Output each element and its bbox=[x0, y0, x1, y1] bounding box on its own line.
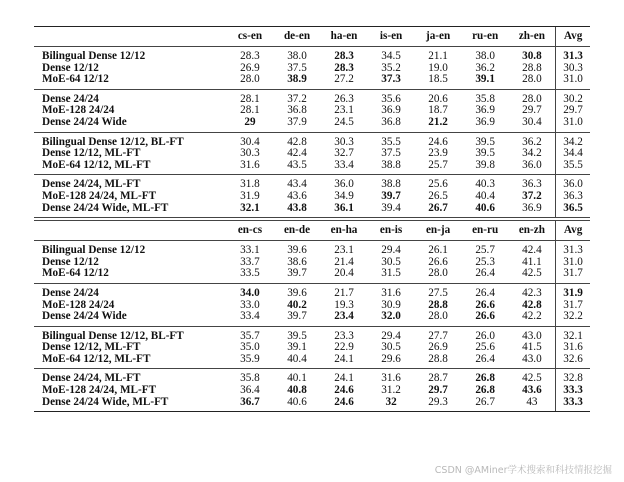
score-cell: 42.2 bbox=[522, 310, 542, 323]
score-cell: 43.4 bbox=[273, 175, 320, 191]
score-cell: 23.3 bbox=[321, 326, 368, 342]
table-row bbox=[34, 175, 590, 191]
score-cell: 33.4 bbox=[240, 310, 260, 323]
score-cell: 40.6 bbox=[287, 395, 307, 408]
score-cell: 24.6 bbox=[415, 132, 462, 148]
score-cell: 40.2 bbox=[287, 298, 307, 311]
table-row bbox=[34, 241, 590, 257]
score-cell: 18.7 bbox=[428, 104, 448, 117]
score-cell: 26.4 bbox=[475, 267, 495, 280]
avg-cell: 31.9 bbox=[556, 283, 590, 299]
score-cell: 34.9 bbox=[334, 189, 354, 202]
column-header: en-is bbox=[379, 223, 403, 236]
score-cell: 34.0 bbox=[226, 283, 273, 299]
score-cell: 40.1 bbox=[273, 369, 320, 385]
score-cell: 24.6 bbox=[334, 395, 354, 408]
column-header: zh-en bbox=[518, 29, 545, 42]
score-cell: 32.1 bbox=[240, 201, 260, 214]
score-cell: 28.7 bbox=[415, 369, 462, 385]
score-cell: 39.5 bbox=[462, 132, 509, 148]
score-cell: 39.5 bbox=[273, 326, 320, 342]
score-cell: 28.3 bbox=[334, 61, 354, 74]
score-cell: 24.1 bbox=[321, 369, 368, 385]
score-cell: 28.0 bbox=[428, 267, 448, 280]
column-header: Avg bbox=[556, 27, 590, 47]
row-label: Dense 12/12, ML-FT bbox=[42, 341, 141, 354]
score-cell: 23.1 bbox=[321, 241, 368, 257]
score-cell: 28.1 bbox=[240, 104, 260, 117]
score-cell: 39.7 bbox=[287, 267, 307, 280]
avg-cell: 34.4 bbox=[556, 148, 590, 160]
score-cell: 26.7 bbox=[428, 201, 448, 214]
score-cell: 28.1 bbox=[226, 89, 273, 105]
column-header: ha-en bbox=[330, 29, 358, 42]
row-label: Bilingual Dense 12/12, BL-FT bbox=[34, 132, 226, 148]
score-cell: 28.3 bbox=[321, 47, 368, 63]
score-cell: 36.0 bbox=[321, 175, 368, 191]
score-cell: 35.2 bbox=[381, 61, 401, 74]
avg-cell: 29.7 bbox=[556, 105, 590, 117]
score-cell: 24.5 bbox=[334, 115, 354, 128]
score-cell: 26.6 bbox=[475, 298, 495, 311]
mid-rule bbox=[34, 217, 590, 218]
watermark: CSDN @AMiner学术搜索和科技情报挖掘 bbox=[434, 465, 612, 476]
score-cell: 34.5 bbox=[368, 47, 415, 63]
score-cell: 18.5 bbox=[428, 73, 448, 86]
score-cell: 25.7 bbox=[462, 241, 509, 257]
score-cell: 30.3 bbox=[321, 132, 368, 148]
score-cell: 37.5 bbox=[287, 61, 307, 74]
score-cell: 40.3 bbox=[462, 175, 509, 191]
score-cell: 22.9 bbox=[334, 341, 354, 354]
score-cell: 39.5 bbox=[475, 147, 495, 160]
score-cell: 36.9 bbox=[522, 201, 542, 214]
table-row bbox=[34, 160, 590, 175]
score-cell: 26.7 bbox=[475, 395, 495, 408]
avg-cell: 31.0 bbox=[556, 117, 590, 132]
avg-cell: 32.1 bbox=[556, 326, 590, 342]
score-cell: 37.3 bbox=[381, 73, 401, 86]
avg-cell: 33.3 bbox=[556, 397, 590, 412]
avg-cell: 31.6 bbox=[556, 342, 590, 354]
avg-cell: 36.3 bbox=[556, 191, 590, 203]
score-cell: 43.5 bbox=[287, 158, 307, 171]
table-row bbox=[34, 385, 590, 397]
score-cell: 30.4 bbox=[226, 132, 273, 148]
score-cell: 43.6 bbox=[287, 189, 307, 202]
score-cell: 28.0 bbox=[509, 89, 556, 105]
score-cell: 41.1 bbox=[522, 255, 542, 268]
score-cell: 36.2 bbox=[475, 61, 495, 74]
header-blank bbox=[34, 27, 226, 47]
table-row bbox=[34, 268, 590, 283]
score-cell: 24.6 bbox=[334, 384, 354, 397]
score-cell: 36.0 bbox=[522, 158, 542, 171]
row-label: Dense 24/24 Wide, ML-FT bbox=[42, 395, 169, 408]
score-cell: 30.9 bbox=[381, 298, 401, 311]
column-header: ja-en bbox=[425, 29, 451, 42]
score-cell: 40.8 bbox=[287, 384, 307, 397]
row-label: MoE-128 24/24 bbox=[42, 298, 115, 311]
row-label: Dense 24/24 Wide bbox=[42, 310, 127, 323]
table-row bbox=[34, 283, 590, 299]
table-row bbox=[34, 117, 590, 132]
score-cell: 41.5 bbox=[522, 341, 542, 354]
row-label: Dense 24/24 Wide bbox=[42, 115, 127, 128]
score-cell: 35.9 bbox=[240, 352, 260, 365]
score-cell: 31.6 bbox=[368, 283, 415, 299]
score-cell: 23.4 bbox=[334, 310, 354, 323]
table-row bbox=[34, 63, 590, 75]
score-cell: 37.2 bbox=[522, 189, 542, 202]
avg-cell: 31.0 bbox=[556, 74, 590, 89]
column-header: Avg bbox=[556, 221, 590, 241]
score-cell: 40.6 bbox=[475, 201, 495, 214]
score-cell: 39.6 bbox=[273, 283, 320, 299]
score-cell: 43.6 bbox=[522, 384, 542, 397]
row-label: Dense 24/24 bbox=[34, 283, 226, 299]
score-cell: 33.5 bbox=[240, 267, 260, 280]
score-cell: 39.6 bbox=[273, 241, 320, 257]
table-header-row bbox=[34, 27, 590, 47]
score-cell: 35.6 bbox=[368, 89, 415, 105]
results-tables bbox=[34, 26, 590, 412]
score-cell: 38.0 bbox=[462, 47, 509, 63]
table-row bbox=[34, 326, 590, 342]
score-cell: 42.4 bbox=[509, 241, 556, 257]
score-cell: 42.8 bbox=[522, 298, 542, 311]
score-cell: 36.8 bbox=[287, 104, 307, 117]
score-cell: 30.5 bbox=[381, 255, 401, 268]
score-cell: 42.8 bbox=[273, 132, 320, 148]
table-row bbox=[34, 203, 590, 218]
table-row bbox=[34, 47, 590, 63]
row-label: Bilingual Dense 12/12 bbox=[34, 47, 226, 63]
row-label: Dense 12/12 bbox=[42, 61, 99, 74]
score-cell: 28.0 bbox=[428, 310, 448, 323]
score-cell: 29 bbox=[244, 115, 256, 128]
table-row bbox=[34, 354, 590, 369]
score-cell: 32.7 bbox=[334, 147, 354, 160]
row-label: MoE-64 12/12 bbox=[42, 73, 109, 86]
avg-cell: 32.2 bbox=[556, 311, 590, 326]
score-cell: 26.0 bbox=[462, 326, 509, 342]
score-cell: 26.1 bbox=[415, 241, 462, 257]
score-cell: 36.3 bbox=[509, 175, 556, 191]
score-cell: 33.1 bbox=[226, 241, 273, 257]
score-cell: 37.2 bbox=[273, 89, 320, 105]
score-cell: 27.5 bbox=[415, 283, 462, 299]
row-label: Dense 24/24 bbox=[34, 89, 226, 105]
row-label: MoE-64 12/12 bbox=[42, 267, 109, 280]
avg-cell: 34.2 bbox=[556, 132, 590, 148]
score-cell: 25.6 bbox=[475, 341, 495, 354]
score-cell: 31.6 bbox=[368, 369, 415, 385]
score-cell: 36.4 bbox=[240, 384, 260, 397]
score-cell: 30.4 bbox=[522, 115, 542, 128]
score-cell: 19.3 bbox=[334, 298, 354, 311]
score-cell: 43 bbox=[526, 395, 538, 408]
row-label: MoE-128 24/24 bbox=[42, 104, 115, 117]
score-cell: 29.4 bbox=[368, 326, 415, 342]
table-row bbox=[34, 311, 590, 326]
avg-cell: 35.5 bbox=[556, 160, 590, 175]
header-blank bbox=[34, 221, 226, 241]
score-cell: 40.4 bbox=[475, 189, 495, 202]
score-cell: 38.8 bbox=[368, 175, 415, 191]
avg-cell: 32.8 bbox=[556, 369, 590, 385]
score-cell: 37.5 bbox=[381, 147, 401, 160]
avg-cell: 31.3 bbox=[556, 47, 590, 63]
column-header: ru-en bbox=[472, 29, 499, 42]
score-cell: 37.9 bbox=[287, 115, 307, 128]
score-cell: 28.0 bbox=[240, 73, 260, 86]
row-label: Dense 12/12 bbox=[42, 255, 99, 268]
avg-cell: 31.0 bbox=[556, 257, 590, 269]
score-cell: 26.4 bbox=[462, 283, 509, 299]
score-cell: 36.7 bbox=[240, 395, 260, 408]
row-label: Dense 24/24 Wide, ML-FT bbox=[42, 201, 169, 214]
table-header-row bbox=[34, 221, 590, 241]
table-row bbox=[34, 132, 590, 148]
row-label: MoE-128 24/24, ML-FT bbox=[42, 384, 157, 397]
column-header: en-zh bbox=[518, 223, 545, 236]
row-label: Dense 24/24, ML-FT bbox=[34, 369, 226, 385]
column-header: en-ru bbox=[472, 223, 499, 236]
score-cell: 36.9 bbox=[381, 104, 401, 117]
column-header: en-ha bbox=[330, 223, 358, 236]
score-cell: 27.2 bbox=[334, 73, 354, 86]
score-cell: 29.6 bbox=[381, 352, 401, 365]
bottom-rule bbox=[34, 411, 590, 412]
score-cell: 42.3 bbox=[509, 283, 556, 299]
score-cell: 26.4 bbox=[475, 352, 495, 365]
score-cell: 27.7 bbox=[415, 326, 462, 342]
score-cell: 35.8 bbox=[462, 89, 509, 105]
score-cell: 35.8 bbox=[226, 369, 273, 385]
table-en-xx bbox=[34, 221, 590, 411]
score-cell: 21.7 bbox=[321, 283, 368, 299]
score-cell: 42.5 bbox=[509, 369, 556, 385]
score-cell: 21.1 bbox=[415, 47, 462, 63]
table-row bbox=[34, 89, 590, 105]
score-cell: 28.8 bbox=[428, 298, 448, 311]
score-cell: 35.7 bbox=[226, 326, 273, 342]
table-row bbox=[34, 397, 590, 412]
score-cell: 31.6 bbox=[240, 158, 260, 171]
score-cell: 31.2 bbox=[381, 384, 401, 397]
score-cell: 31.9 bbox=[240, 189, 260, 202]
score-cell: 29.7 bbox=[522, 104, 542, 117]
avg-cell: 31.7 bbox=[556, 268, 590, 283]
score-cell: 32 bbox=[385, 395, 397, 408]
column-header: en-ja bbox=[425, 223, 451, 236]
score-cell: 30.3 bbox=[240, 147, 260, 160]
score-cell: 36.1 bbox=[334, 201, 354, 214]
score-cell: 36.9 bbox=[475, 104, 495, 117]
score-cell: 35.0 bbox=[240, 341, 260, 354]
row-label: Dense 12/12, ML-FT bbox=[42, 147, 141, 160]
score-cell: 28.8 bbox=[522, 61, 542, 74]
score-cell: 25.7 bbox=[428, 158, 448, 171]
table-row bbox=[34, 257, 590, 269]
score-cell: 23.9 bbox=[428, 147, 448, 160]
score-cell: 21.2 bbox=[428, 115, 448, 128]
score-cell: 42.4 bbox=[287, 147, 307, 160]
table-row bbox=[34, 74, 590, 89]
score-cell: 28.0 bbox=[522, 73, 542, 86]
score-cell: 40.4 bbox=[287, 352, 307, 365]
avg-cell: 33.3 bbox=[556, 385, 590, 397]
column-header: is-en bbox=[379, 29, 403, 42]
avg-cell: 36.0 bbox=[556, 175, 590, 191]
score-cell: 30.8 bbox=[509, 47, 556, 63]
score-cell: 38.0 bbox=[273, 47, 320, 63]
table-xx-en bbox=[34, 27, 590, 217]
score-cell: 32.0 bbox=[381, 310, 401, 323]
score-cell: 43.0 bbox=[522, 352, 542, 365]
score-cell: 31.8 bbox=[226, 175, 273, 191]
score-cell: 36.8 bbox=[381, 115, 401, 128]
score-cell: 38.8 bbox=[381, 158, 401, 171]
column-header: de-en bbox=[283, 29, 311, 42]
score-cell: 43.8 bbox=[287, 201, 307, 214]
table-row bbox=[34, 191, 590, 203]
score-cell: 21.4 bbox=[334, 255, 354, 268]
score-cell: 39.1 bbox=[287, 341, 307, 354]
score-cell: 39.8 bbox=[475, 158, 495, 171]
score-cell: 39.7 bbox=[381, 189, 401, 202]
row-label: MoE-64 12/12, ML-FT bbox=[42, 352, 151, 365]
score-cell: 25.3 bbox=[475, 255, 495, 268]
score-cell: 24.1 bbox=[334, 352, 354, 365]
score-cell: 20.4 bbox=[334, 267, 354, 280]
score-cell: 33.0 bbox=[240, 298, 260, 311]
score-cell: 26.9 bbox=[428, 341, 448, 354]
score-cell: 26.8 bbox=[475, 384, 495, 397]
score-cell: 31.5 bbox=[381, 267, 401, 280]
score-cell: 26.6 bbox=[428, 255, 448, 268]
score-cell: 34.2 bbox=[522, 147, 542, 160]
score-cell: 26.5 bbox=[428, 189, 448, 202]
score-cell: 28.8 bbox=[428, 352, 448, 365]
score-cell: 19.0 bbox=[428, 61, 448, 74]
score-cell: 29.3 bbox=[428, 395, 448, 408]
column-header: en-cs bbox=[237, 223, 263, 236]
table-row bbox=[34, 148, 590, 160]
score-cell: 43.0 bbox=[509, 326, 556, 342]
row-label: Bilingual Dense 12/12, BL-FT bbox=[34, 326, 226, 342]
score-cell: 38.9 bbox=[287, 73, 307, 86]
score-cell: 25.6 bbox=[415, 175, 462, 191]
score-cell: 26.9 bbox=[240, 61, 260, 74]
score-cell: 23.1 bbox=[334, 104, 354, 117]
score-cell: 26.3 bbox=[321, 89, 368, 105]
column-header: en-de bbox=[283, 223, 311, 236]
score-cell: 38.6 bbox=[287, 255, 307, 268]
avg-cell: 30.3 bbox=[556, 63, 590, 75]
avg-cell: 31.3 bbox=[556, 241, 590, 257]
avg-cell: 36.5 bbox=[556, 203, 590, 218]
score-cell: 29.7 bbox=[428, 384, 448, 397]
avg-cell: 31.7 bbox=[556, 300, 590, 312]
score-cell: 29.4 bbox=[368, 241, 415, 257]
score-cell: 33.7 bbox=[240, 255, 260, 268]
score-cell: 39.7 bbox=[287, 310, 307, 323]
row-label: MoE-128 24/24, ML-FT bbox=[42, 189, 157, 202]
score-cell: 28.3 bbox=[226, 47, 273, 63]
row-label: MoE-64 12/12, ML-FT bbox=[42, 158, 151, 171]
score-cell: 39.4 bbox=[381, 201, 401, 214]
score-cell: 39.1 bbox=[475, 73, 495, 86]
score-cell: 26.8 bbox=[462, 369, 509, 385]
score-cell: 35.5 bbox=[368, 132, 415, 148]
score-cell: 36.9 bbox=[475, 115, 495, 128]
table-row bbox=[34, 369, 590, 385]
score-cell: 33.4 bbox=[334, 158, 354, 171]
column-header: cs-en bbox=[237, 29, 263, 42]
score-cell: 42.5 bbox=[522, 267, 542, 280]
avg-cell: 32.6 bbox=[556, 354, 590, 369]
score-cell: 20.6 bbox=[415, 89, 462, 105]
score-cell: 30.5 bbox=[381, 341, 401, 354]
score-cell: 26.6 bbox=[475, 310, 495, 323]
row-label: Dense 24/24, ML-FT bbox=[34, 175, 226, 191]
row-label: Bilingual Dense 12/12 bbox=[34, 241, 226, 257]
avg-cell: 30.2 bbox=[556, 89, 590, 105]
score-cell: 36.2 bbox=[509, 132, 556, 148]
